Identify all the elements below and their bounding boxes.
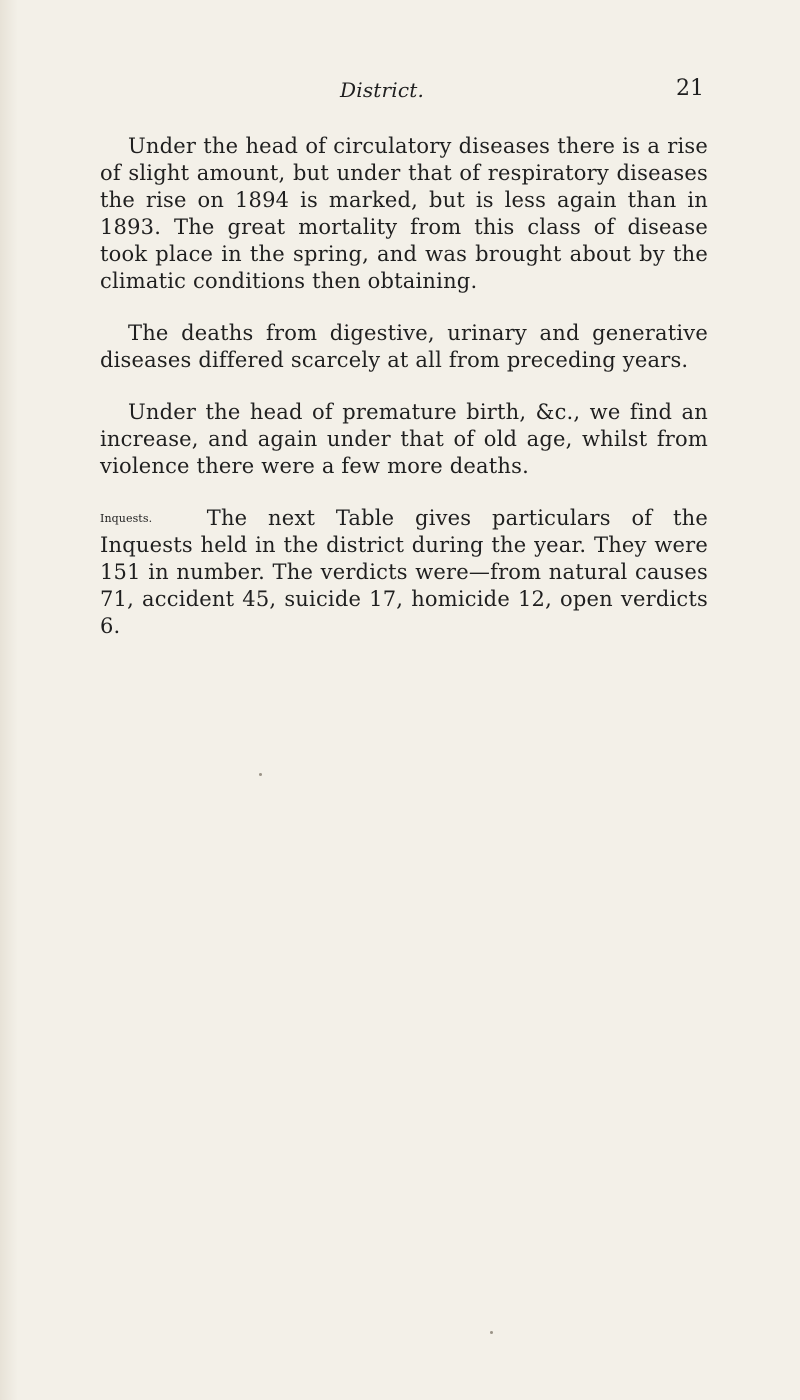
margin-note-inquests: Inquests.: [100, 512, 153, 525]
paragraph-circulatory-respiratory: Under the head of circulatory diseases there is a rise of slight amount, but under that of respiratory diseases the rise on 1894 is marked, but is less again than in 1893. The great mortality from this class of disease took place in the spring, and was brought about by the climatic conditions then obtaining.: [100, 134, 708, 293]
page-speck: [259, 773, 262, 776]
paragraph-premature-birth-old-age-violence: Under the head of premature birth, &c., we find an increase, and again under that of old age, whilst from violence there were a few more deaths.: [100, 400, 708, 478]
page-speck: [490, 1331, 493, 1334]
page-header: [0, 76, 800, 106]
running-head: District.: [340, 78, 425, 102]
paragraph-digestive-urinary-generative: The deaths from digestive, urinary and generative diseases differed scarcely at all from preceding years.: [100, 321, 708, 372]
page-number: 21: [676, 76, 704, 101]
inquests-text: The next Table gives particulars of the Inquests held in the district during the year. They were 151 in number. The verdicts were—from natural causes 71, accident 45, suicide 17, homicide 12, open verdicts 6.: [100, 506, 708, 638]
paragraph-inquests: [100, 505, 708, 640]
page-left-shadow: [0, 0, 18, 1400]
document-body: [100, 133, 708, 665]
